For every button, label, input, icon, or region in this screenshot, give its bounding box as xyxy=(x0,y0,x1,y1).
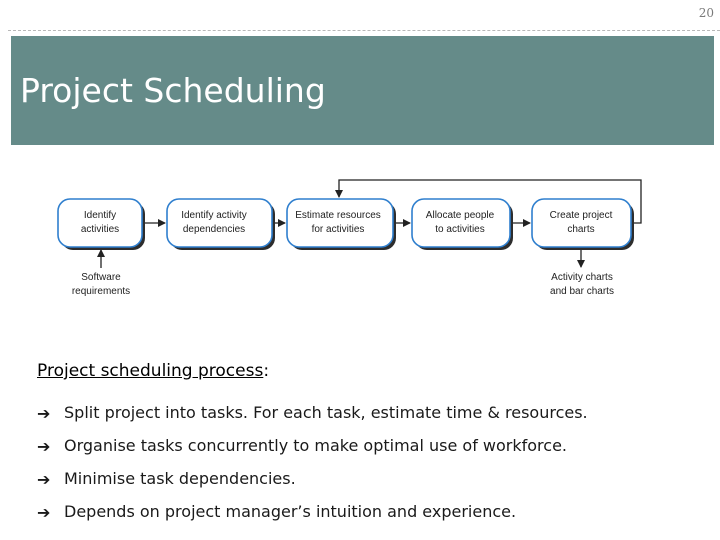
step-estimate-resources xyxy=(287,199,396,250)
arrow-right-icon: ➔ xyxy=(37,503,51,522)
input-label-line1: Software xyxy=(81,272,121,283)
step-identify-activities-line1: Identify xyxy=(83,210,117,221)
step-allocate-people xyxy=(412,199,513,250)
output-label-line1: Activity charts xyxy=(551,272,613,283)
step-allocate-people-line2: to activities xyxy=(435,224,485,235)
arrow-right-icon: ➔ xyxy=(37,437,51,456)
step-create-charts-line2: charts xyxy=(567,224,595,235)
arrow-right-icon: ➔ xyxy=(37,470,51,489)
section-heading xyxy=(37,361,269,381)
step-create-charts xyxy=(532,199,634,250)
step-create-charts-line1: Create project xyxy=(549,210,613,221)
step-estimate-resources-line1: Estimate resources xyxy=(295,210,381,221)
output-label-line2: and bar charts xyxy=(550,286,614,297)
bullet-text: Depends on project manager’s intuition and experience. xyxy=(64,502,517,521)
section-heading-colon: : xyxy=(263,361,270,381)
step-estimate-resources-line2: for activities xyxy=(311,224,365,235)
bullet-text: Organise tasks concurrently to make optimal use of workforce. xyxy=(64,436,568,455)
input-label-line2: requirements xyxy=(71,286,131,297)
bullet-text: Split project into tasks. For each task, estimate time & resources. xyxy=(64,403,588,422)
section-heading-text: Project scheduling process xyxy=(37,361,264,381)
step-identify-dependencies xyxy=(167,199,275,250)
arrow-right-icon: ➔ xyxy=(37,404,51,423)
step-identify-activities xyxy=(58,199,145,250)
step-identify-activities-line2: activities xyxy=(80,224,120,235)
step-identify-dependencies-line1: Identify activity xyxy=(181,210,247,221)
bullet-text: Minimise task dependencies. xyxy=(64,469,296,488)
step-identify-dependencies-line2: dependencies xyxy=(182,224,246,235)
step-allocate-people-line1: Allocate people xyxy=(425,210,495,221)
page-number: 20 xyxy=(698,6,714,20)
slide-title: Project Scheduling xyxy=(20,71,326,110)
